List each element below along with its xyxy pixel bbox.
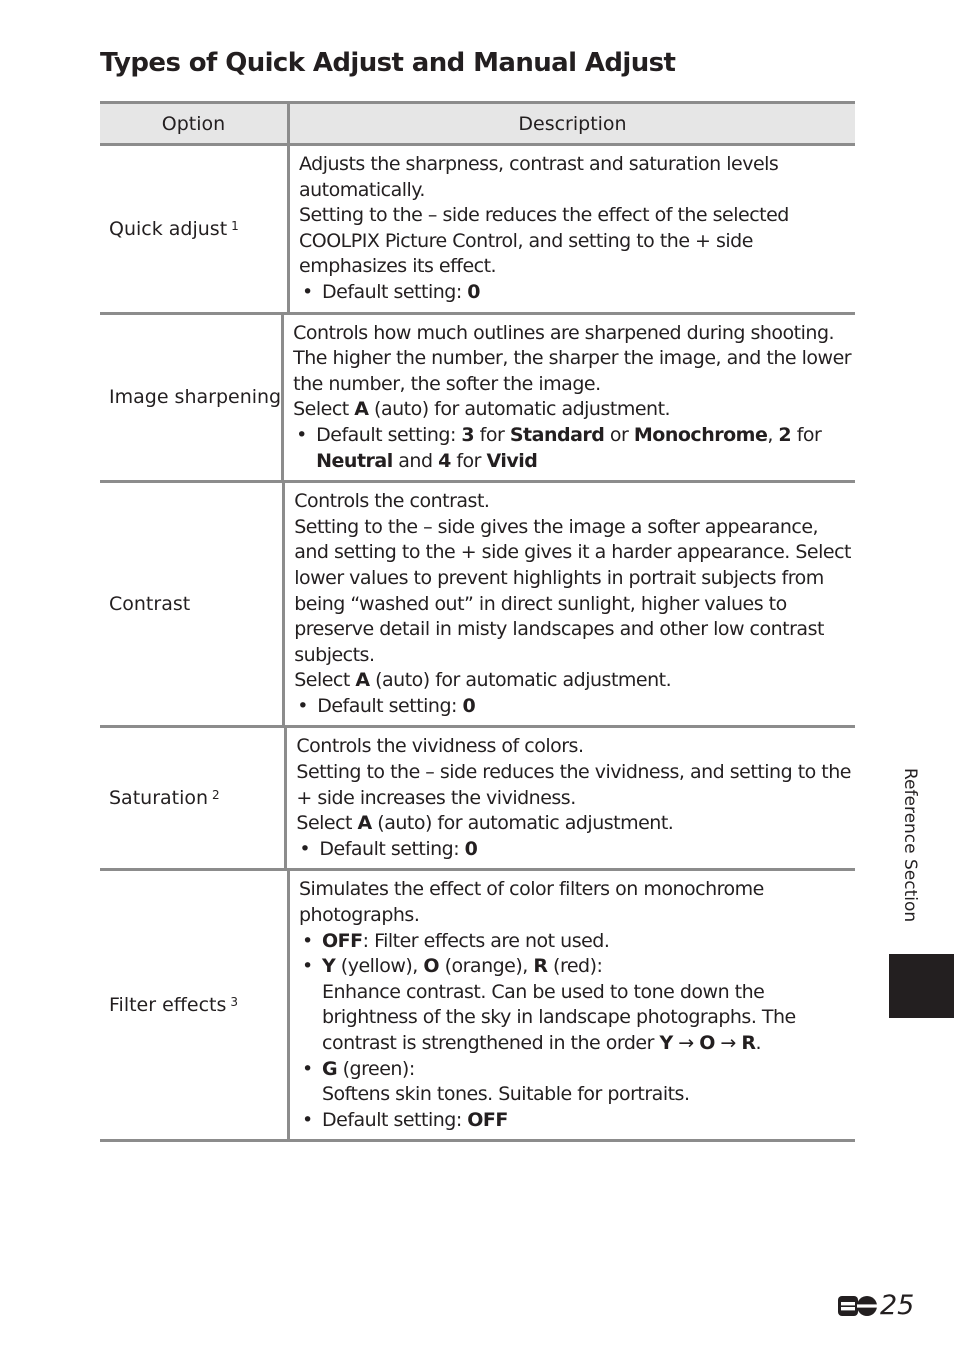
option-cell [100, 315, 284, 481]
description-line: Setting to the – side reduces the vividness, and setting to the [296, 761, 851, 784]
select-auto-line [294, 668, 851, 694]
filter-g-label: G [322, 1057, 338, 1080]
picture-control-name: Neutral [316, 449, 393, 472]
page-number-text: 25 [880, 1290, 915, 1321]
table-row-quick-adjust [100, 146, 855, 315]
select-auto-pre: Select [293, 398, 355, 421]
connector-text: or [604, 423, 634, 446]
description-cell [290, 871, 855, 1139]
table-header [100, 104, 855, 146]
filter-y-label: Y [322, 955, 336, 978]
filter-g-text: (green): [337, 1057, 415, 1080]
filter-g-description: Softens skin tones. Suitable for portraits. [322, 1083, 690, 1106]
select-auto-pre: Select [296, 812, 358, 835]
header-option: Option [100, 104, 290, 143]
table-row-filter-effects [100, 871, 855, 1142]
description-line: the number, the softer the image. [293, 372, 601, 395]
filter-o-text: (orange), [439, 955, 534, 978]
select-auto-pre: Select [294, 669, 356, 692]
description-line: lower values to prevent highlights in portrait subjects from [294, 566, 824, 589]
section-tab [889, 954, 954, 1018]
description-line: Controls the contrast. [294, 490, 490, 513]
option-label: Filter effects [109, 994, 227, 1017]
picture-control-name: Standard [509, 423, 605, 446]
default-setting-bullet [299, 280, 851, 306]
order-pre-text: contrast is strengthened in the order [322, 1032, 660, 1054]
order-r: R [741, 1032, 756, 1054]
default-setting-bullet [299, 1108, 851, 1134]
adjust-options-table [100, 101, 855, 1142]
default-label: Default setting: [319, 837, 465, 860]
select-auto-post: (auto) for automatic adjustment. [369, 669, 672, 692]
default-label: Default setting: [322, 1108, 468, 1131]
filter-off-text: : Filter effects are not used. [362, 929, 610, 952]
filter-off-bullet [299, 929, 851, 955]
description-line: Setting to the – side gives the image a softer appearance, [294, 515, 819, 538]
reference-section-icon [836, 1294, 878, 1318]
arrow-right-icon: → [714, 1032, 742, 1054]
option-label: Quick adjust [109, 217, 228, 240]
option-label: Contrast [109, 593, 191, 616]
filter-off-label: OFF [322, 929, 363, 952]
default-label: Default setting: [316, 423, 462, 446]
picture-control-name: Monochrome [633, 423, 768, 446]
option-cell: Filter effects $^3$ [100, 871, 290, 1139]
auto-value: A [357, 812, 372, 835]
default-setting-bullet [293, 423, 851, 449]
filter-yor-description: brightness of the sky in landscape photographs. The [322, 1006, 796, 1029]
connector-text: , [767, 423, 779, 446]
filter-o-label: O [423, 955, 440, 978]
order-period: . [755, 1032, 762, 1054]
description-line: being “washed out” in direct sunlight, higher values to [294, 592, 787, 615]
filter-order-line [299, 1031, 851, 1057]
description-line: subjects. [294, 643, 375, 666]
arrow-right-icon: → [672, 1032, 700, 1054]
connector-text: for [474, 423, 510, 446]
page-number [836, 1290, 914, 1321]
picture-control-name: Vivid [486, 449, 538, 472]
section-side-label: Reference Section [900, 768, 920, 923]
auto-value: A [354, 398, 369, 421]
connector-text: for [791, 423, 822, 446]
connector-text: for [450, 449, 487, 472]
filter-yor-description: Enhance contrast. Can be used to tone down the [322, 980, 765, 1003]
option-label: Image sharpening [109, 386, 282, 409]
page-title: Types of Quick Adjust and Manual Adjust [100, 48, 676, 78]
default-value: OFF [467, 1108, 508, 1131]
default-value: 2 [778, 423, 792, 446]
table-row-image-sharpening [100, 315, 855, 484]
description-cell [287, 728, 855, 868]
description-line: Controls how much outlines are sharpened during shooting. [293, 321, 835, 344]
description-line: preserve detail in misty landscapes and other low contrast [294, 618, 824, 641]
description-line: and setting to the + side gives it a harder appearance. Select [294, 541, 851, 564]
option-cell: Saturation $^2$ [100, 728, 287, 868]
default-value: 0 [467, 280, 481, 303]
select-auto-line [296, 811, 851, 837]
filter-yor-bullet [299, 954, 851, 980]
description-line: + side increases the vividness. [296, 786, 576, 809]
default-value: 3 [461, 423, 475, 446]
description-cell [290, 146, 855, 312]
filter-r-label: R [533, 955, 548, 978]
default-label: Default setting: [317, 694, 463, 717]
default-value: 0 [462, 694, 476, 717]
default-setting-bullet [294, 694, 851, 720]
select-auto-post: (auto) for automatic adjustment. [371, 812, 674, 835]
description-line: Controls the vividness of colors. [296, 735, 584, 758]
description-line: Simulates the effect of color filters on monochrome [299, 878, 764, 901]
auto-value: A [355, 669, 370, 692]
default-label: Default setting: [322, 280, 468, 303]
order-y: Y [659, 1032, 673, 1054]
option-label: Saturation [109, 787, 209, 810]
default-value: 0 [464, 837, 478, 860]
description-line: Setting to the – side reduces the effect of the selected [299, 204, 789, 227]
description-cell [285, 483, 855, 725]
description-line: Adjusts the sharpness, contrast and saturation levels [299, 153, 779, 175]
select-auto-line [293, 397, 851, 423]
filter-r-text: (red): [547, 955, 603, 978]
description-cell [284, 315, 855, 481]
option-cell [100, 483, 285, 725]
header-description: Description [518, 112, 627, 135]
filter-y-text: (yellow), [335, 955, 424, 978]
default-value: 4 [438, 449, 451, 472]
default-setting-bullet [296, 837, 851, 863]
order-o: O [699, 1032, 715, 1054]
description-line: emphasizes its effect. [299, 255, 497, 278]
option-cell: Quick adjust $^1$ [100, 146, 290, 312]
default-setting-continued [293, 449, 851, 475]
description-line: COOLPIX Picture Control, and setting to the + side [299, 229, 753, 252]
description-line: The higher the number, the sharper the image, and the lower [293, 347, 852, 370]
description-line: photographs. [299, 904, 420, 927]
select-auto-post: (auto) for automatic adjustment. [368, 398, 671, 421]
description-line: automatically. [299, 178, 425, 201]
table-row-contrast [100, 483, 855, 728]
filter-g-bullet [299, 1057, 851, 1083]
table-row-saturation [100, 728, 855, 871]
connector-text: and [392, 449, 439, 472]
